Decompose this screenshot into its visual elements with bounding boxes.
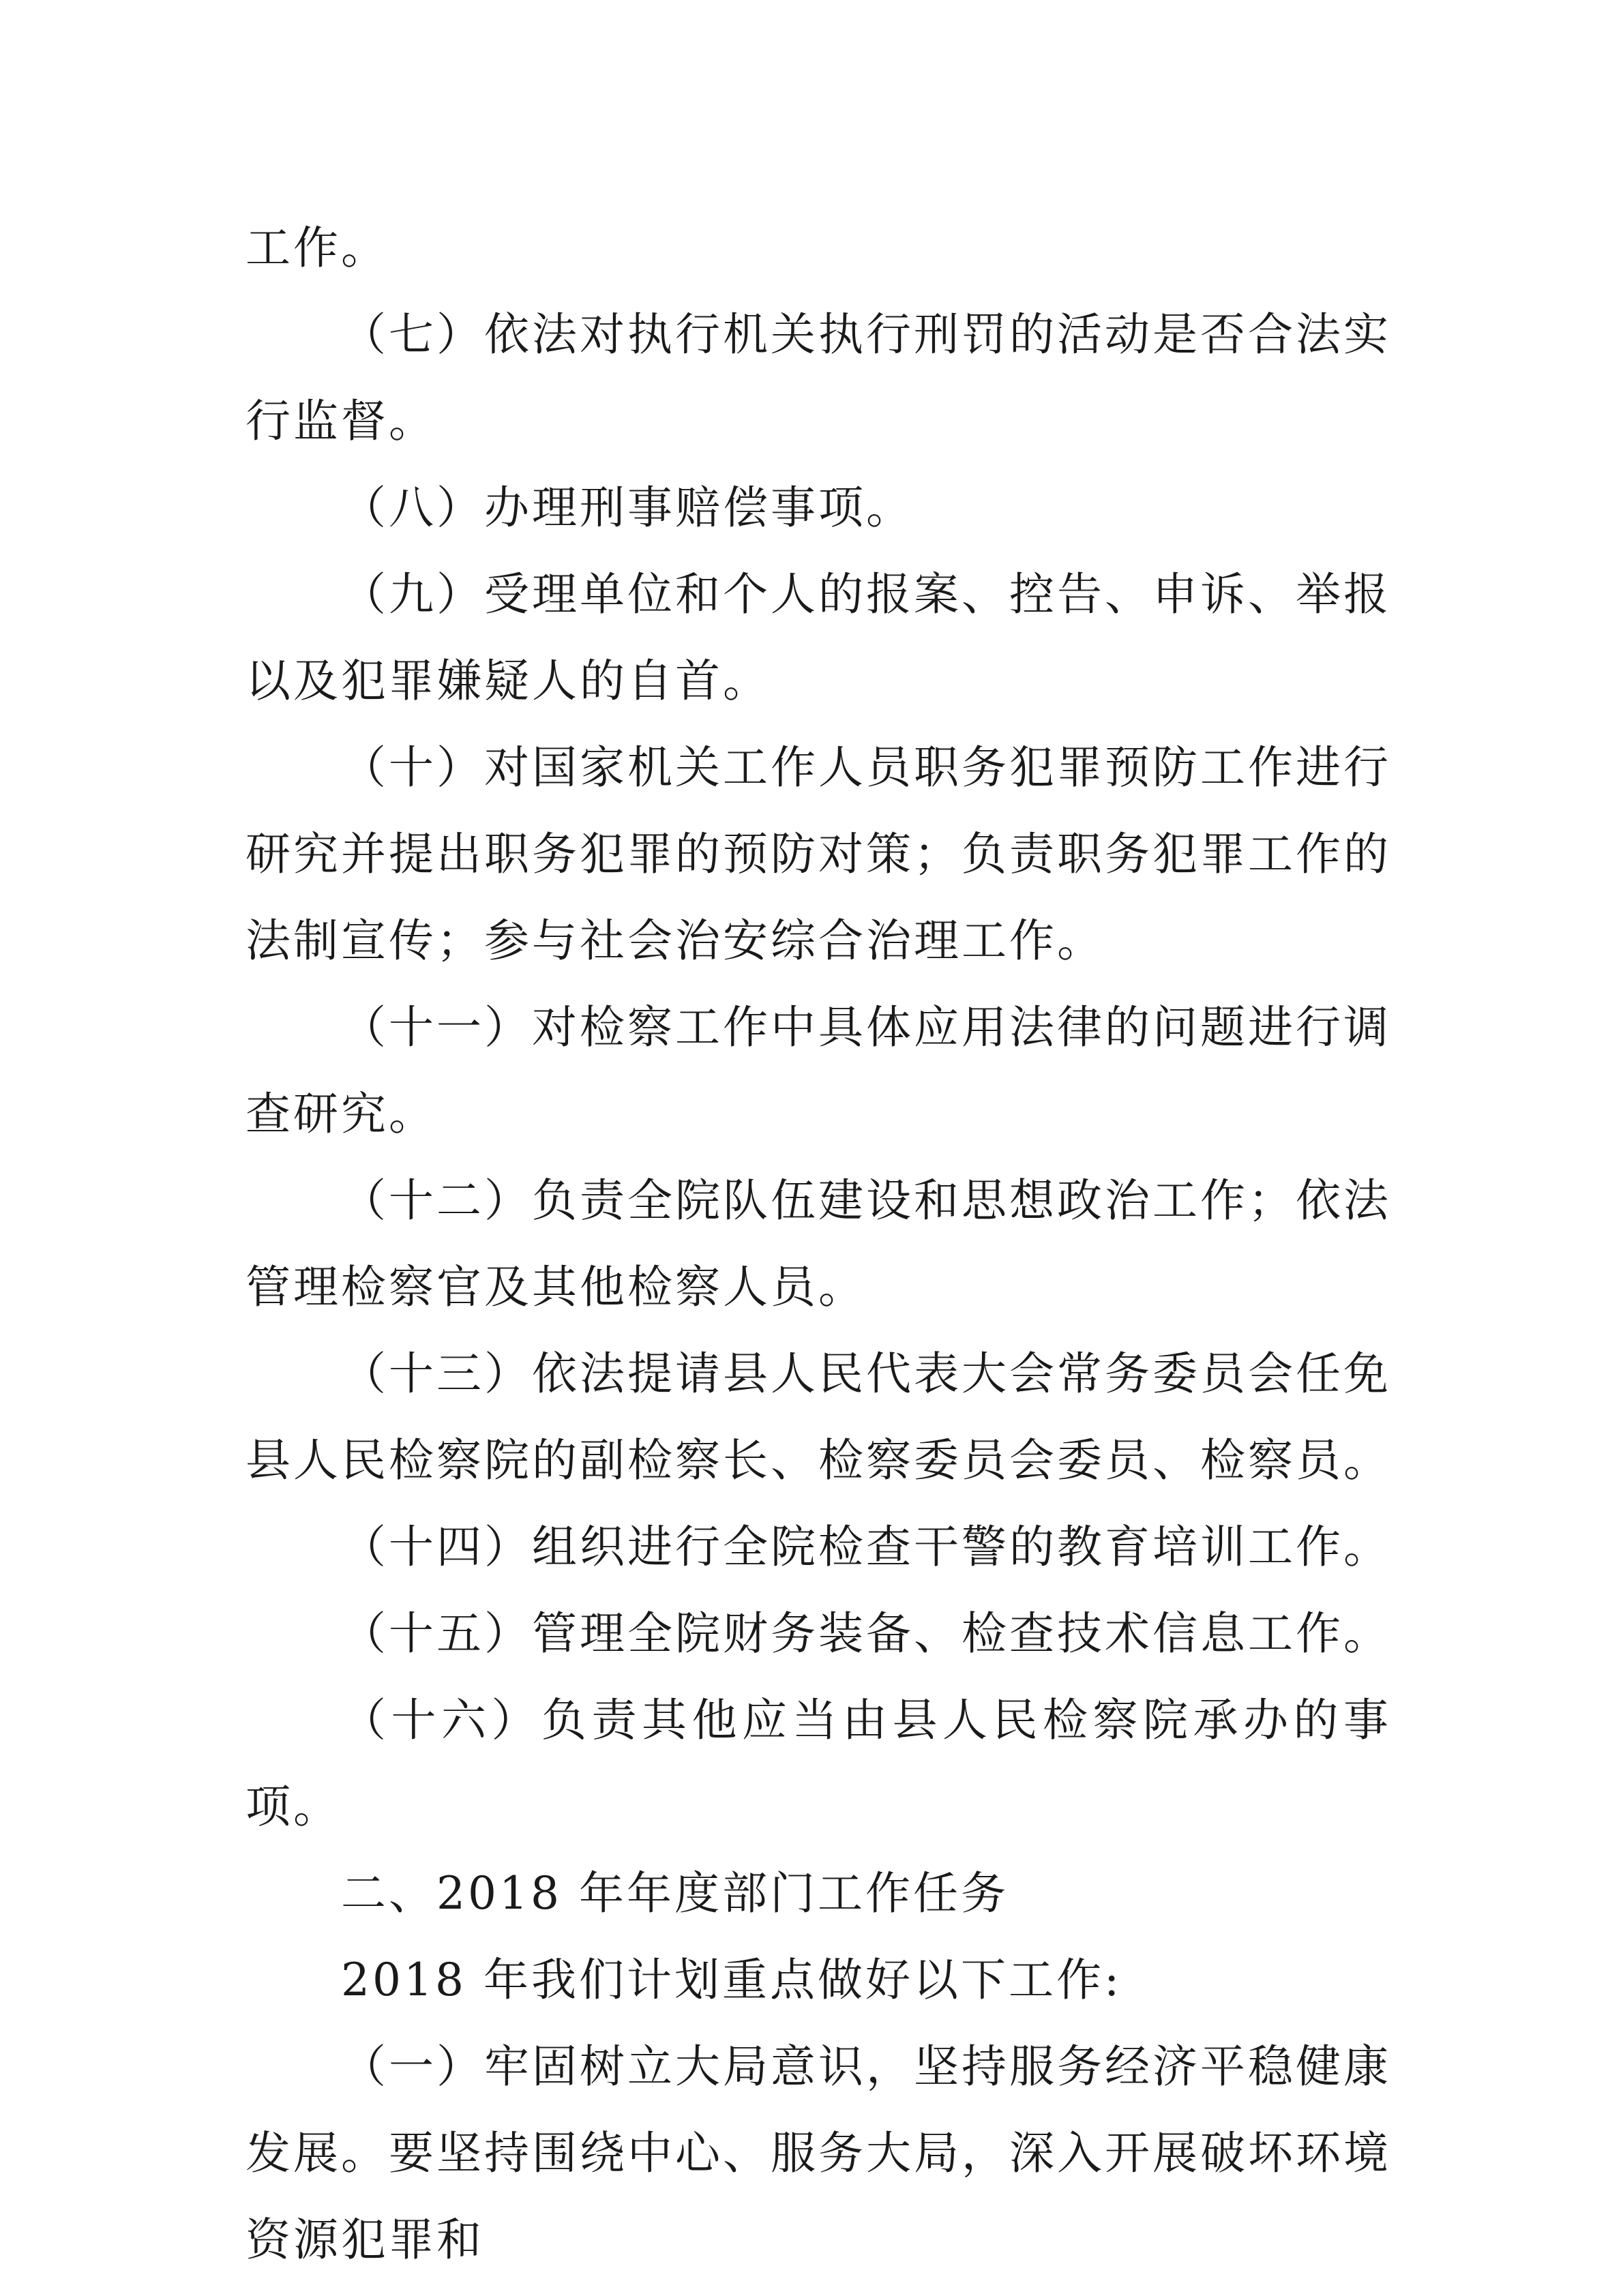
paragraph: 工作。 [245,222,389,274]
paragraph: （九）受理单位和个人的报案、控告、申诉、举报以及犯罪嫌疑人的自首。 [245,568,1391,707]
paragraph: 2018 年我们计划重点做好以下工作: [341,1954,1122,2006]
paragraph: （十四）组织进行全院检查干警的教育培训工作。 [341,1521,1391,1573]
paragraph: （八）办理刑事赔偿事项。 [341,481,914,534]
paragraph: （十三）依法提请县人民代表大会常务委员会任免县人民检察院的副检察长、检察委员会委员、检察员。 [245,1347,1391,1487]
paragraph: （七）依法对执行机关执行刑罚的活动是否合法实行监督。 [245,308,1391,447]
document-body [245,205,1391,2283]
section-heading: 二、2018 年年度部门工作任务 [341,1867,1009,1920]
paragraph: （十五）管理全院财务装备、检查技术信息工作。 [341,1607,1391,1660]
paragraph: （十二）负责全院队伍建设和思想政治工作；依法管理检察官及其他检察人员。 [245,1174,1391,1313]
paragraph: （一）牢固树立大局意识，坚持服务经济平稳健康发展。要坚持围绕中心、服务大局，深入开展破坏环境资源犯罪和 [245,2040,1391,2266]
paragraph: （十六）负责其他应当由县人民检察院承办的事项。 [245,1694,1391,1833]
paragraph: （十）对国家机关工作人员职务犯罪预防工作进行研究并提出职务犯罪的预防对策；负责职务犯罪工作的法制宣传；参与社会治安综合治理工作。 [245,741,1391,967]
paragraph: （十一）对检察工作中具体应用法律的问题进行调查研究。 [245,1001,1391,1140]
